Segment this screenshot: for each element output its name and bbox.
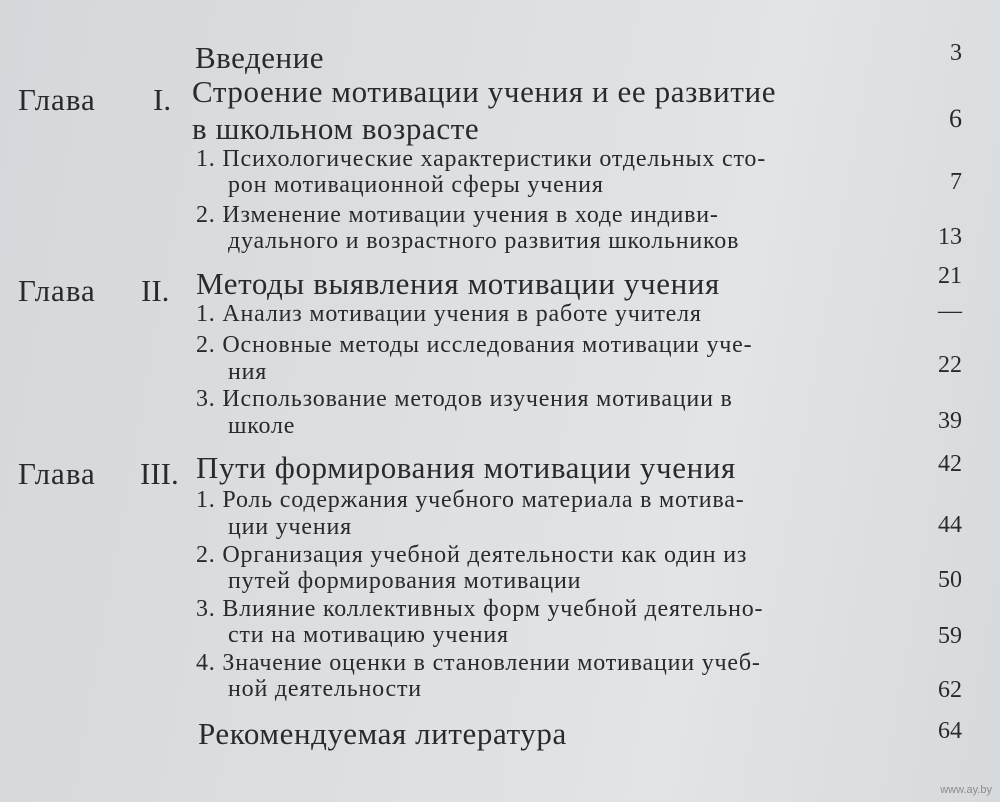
watermark: www.ay.by [940, 784, 992, 796]
chapter-2-numeral: II. [141, 273, 170, 308]
chapter-2-page: 21 [938, 263, 962, 289]
section-1-1-line1: 1. Психологические характеристики отдельных сто- [196, 146, 767, 172]
section-1-2-line1: 2. Изменение мотивации учения в ходе индиви- [196, 202, 719, 228]
chapter-1-numeral: I. [153, 82, 172, 117]
chapter-3-page: 42 [938, 451, 962, 477]
section-2-3-line1: 3. Использование методов изучения мотивации в [196, 386, 733, 412]
section-2-2-page: 22 [938, 352, 962, 378]
section-2-3-line2: школе [228, 413, 296, 439]
section-1-2-page: 13 [938, 224, 962, 250]
chapter-3-title: Пути формирования мотивации учения [196, 450, 736, 485]
section-2-2-line1: 2. Основные методы исследования мотивации уче- [196, 332, 753, 358]
section-3-3-page: 59 [938, 623, 962, 649]
section-1-1-line2: рон мотивационной сферы учения [228, 172, 604, 198]
chapter-3-label: Глава [18, 456, 96, 491]
chapter-1-title-line2: в школьном возрасте [192, 111, 480, 146]
chapter-1-title-line1: Строение мотивации учения и ее развитие [192, 74, 777, 109]
section-3-4-line1: 4. Значение оценки в становлении мотивации учеб- [196, 650, 761, 676]
section-3-3-line1: 3. Влияние коллективных форм учебной деятельно- [196, 596, 764, 622]
section-3-4-line2: ной деятельности [228, 676, 422, 702]
section-1-2-line2: дуального и возрастного развития школьников [228, 228, 740, 254]
section-2-3-page: 39 [938, 408, 962, 434]
chapter-2-title: Методы выявления мотивации учения [196, 266, 720, 301]
section-1-1-page: 7 [950, 169, 962, 195]
bibliography-page: 64 [938, 718, 962, 744]
section-3-1-page: 44 [938, 512, 962, 538]
chapter-1-page: 6 [949, 104, 962, 133]
chapter-2-label: Глава [18, 273, 96, 308]
section-3-3-line2: сти на мотивацию учения [228, 622, 509, 648]
section-3-1-line2: ции учения [228, 514, 352, 540]
bibliography-title: Рекомендуемая литература [198, 716, 567, 751]
section-2-1-page: — [938, 298, 962, 324]
section-3-2-line1: 2. Организация учебной деятельности как один из [196, 542, 748, 568]
section-3-2-line2: путей формирования мотивации [228, 568, 582, 594]
section-3-4-page: 62 [938, 677, 962, 703]
section-3-1-line1: 1. Роль содержания учебного материала в мотива- [196, 487, 745, 513]
intro-title: Введение [195, 40, 324, 75]
section-2-1-line1: 1. Анализ мотивации учения в работе учителя [196, 301, 702, 327]
section-2-2-line2: ния [228, 359, 268, 385]
section-3-2-page: 50 [938, 567, 962, 593]
chapter-1-label: Глава [18, 82, 96, 117]
intro-page: 3 [950, 40, 962, 66]
chapter-3-numeral: III. [140, 456, 179, 491]
